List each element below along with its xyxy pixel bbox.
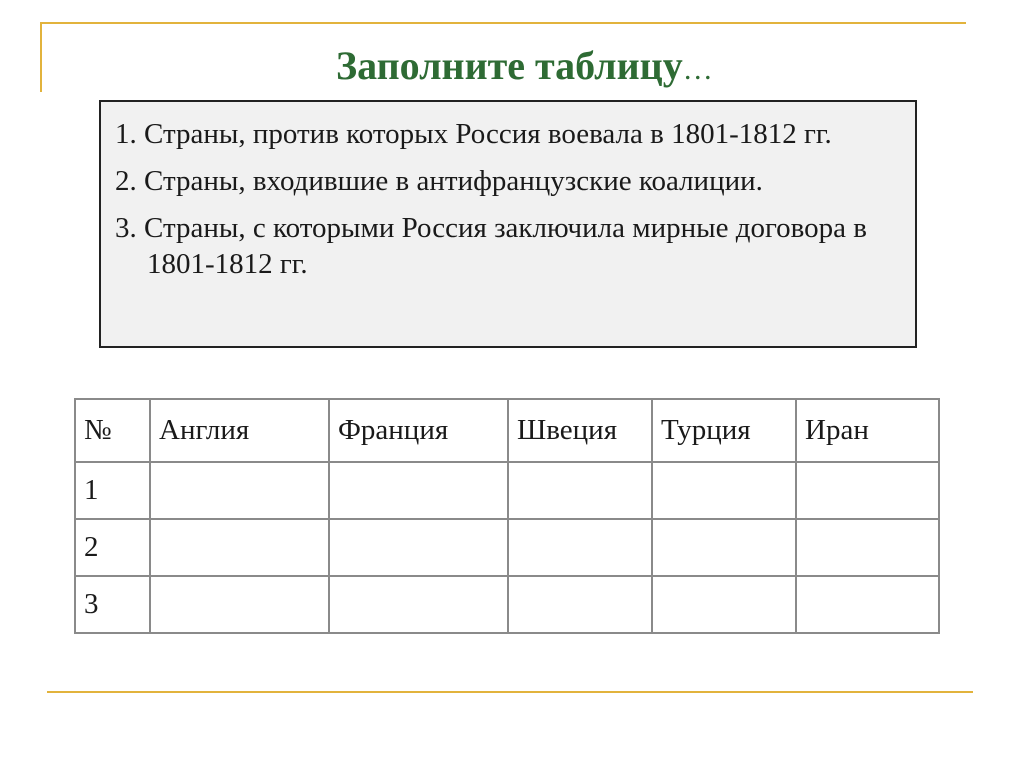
row-number-cell: 3 [75,576,150,633]
table-cell [329,462,508,519]
table-cell [150,462,329,519]
header-cell-turkey: Турция [652,399,796,462]
task-box [99,100,917,348]
header-cell-sweden: Швеция [508,399,652,462]
header-cell-england: Англия [150,399,329,462]
title-text: Заполните таблицу [336,43,683,88]
table-cell [652,519,796,576]
row-number-cell: 1 [75,462,150,519]
bottom-rule [47,691,973,693]
task-item-2: 2. Страны, входившие в антифранцузские коалиции. [115,165,763,197]
table-row [75,576,939,633]
table-cell [796,462,939,519]
table-cell [150,576,329,633]
table-cell [508,519,652,576]
header-cell-iran: Иран [796,399,939,462]
header-cell-france: Франция [329,399,508,462]
task-item-3: 3. Страны, с которыми Россия заключила мирные договора в 1801-1812 гг. [115,212,867,280]
page-title [336,42,716,89]
table-cell [796,576,939,633]
table-cell [508,576,652,633]
task-item-1: 1. Страны, против которых Россия воевала в 1801-1812 гг. [115,118,832,150]
top-rule [40,22,966,24]
fill-in-table [74,398,940,634]
title-ellipsis: … [682,53,716,86]
table-cell [652,576,796,633]
table-row [75,519,939,576]
table-row [75,462,939,519]
row-number-cell: 2 [75,519,150,576]
left-rule [40,22,42,92]
table-cell [652,462,796,519]
table-cell [329,519,508,576]
table-cell [508,462,652,519]
table-cell [150,519,329,576]
table-cell [796,519,939,576]
header-cell-number: № [75,399,150,462]
table-header-row [75,399,939,462]
table-cell [329,576,508,633]
